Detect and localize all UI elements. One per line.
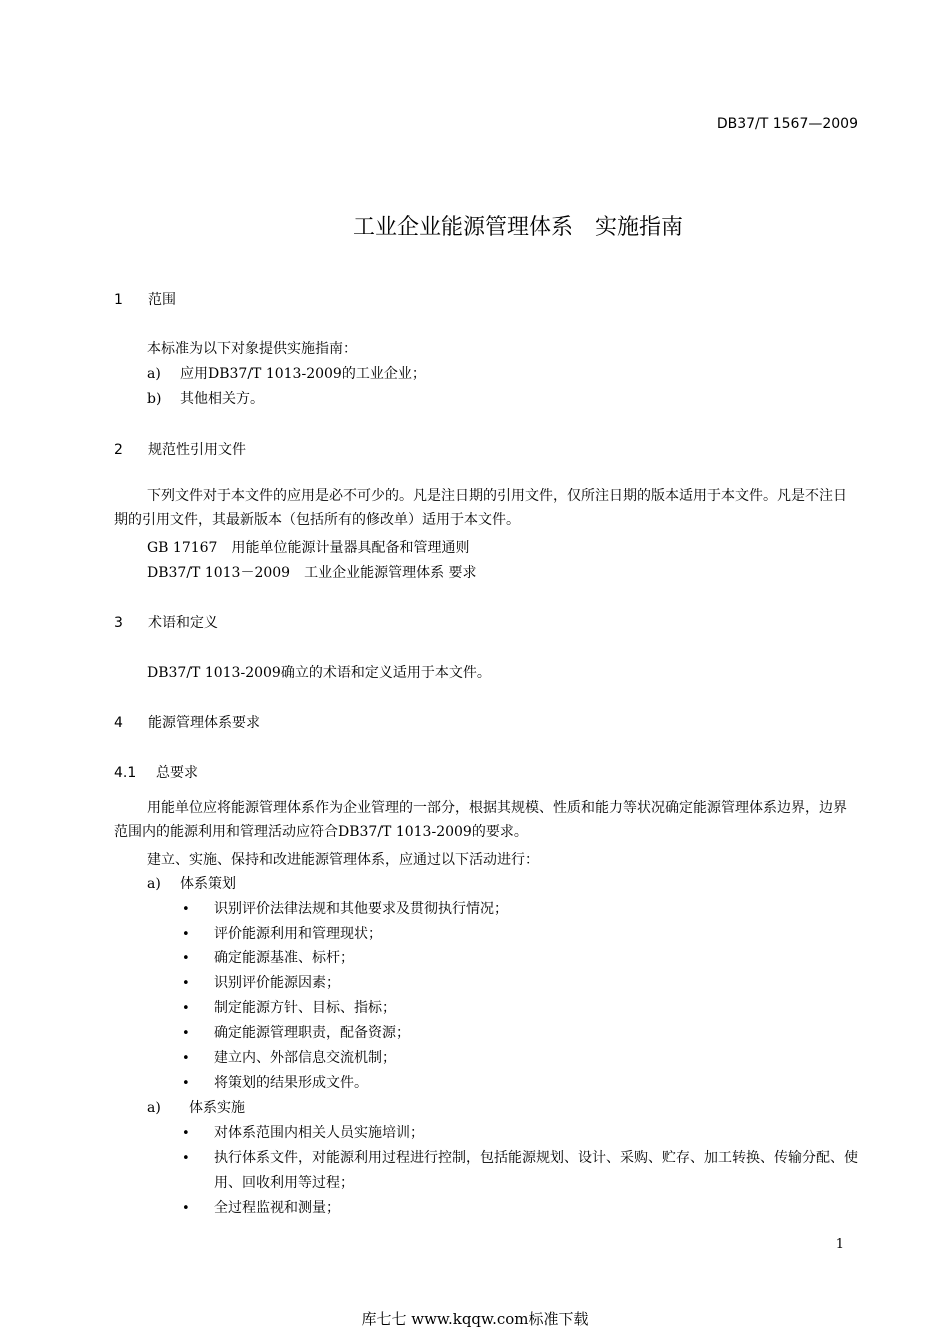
bullet-icon: • bbox=[182, 1026, 190, 1041]
bullet-text: 制定能源方针、目标、指标； bbox=[214, 1000, 396, 1016]
terms-paragraph: DB37/T 1013-2009确立的术语和定义适用于本文件。 bbox=[147, 665, 491, 681]
plan-bullet bbox=[182, 997, 396, 1017]
bullet-text: 全过程监视和测量； bbox=[214, 1200, 340, 1216]
normative-refs-paragraph: 下列文件对于本文件的应用是必不可少的。凡是注日期的引用文件，仅所注日期的版本适用于本文件。凡是不注日期的引用文件，其最新版本（包括所有的修改单）适用于本文件。 bbox=[114, 488, 847, 528]
bullet-text: 评价能源利用和管理现状； bbox=[214, 926, 382, 942]
item-label: a) bbox=[147, 876, 161, 892]
plan-bullet bbox=[182, 947, 354, 967]
bullet-icon: • bbox=[182, 951, 190, 966]
reference-db37t1013: DB37/T 1013－2009 工业企业能源管理体系 要求 bbox=[147, 565, 477, 581]
bullet-text: 执行体系文件，对能源利用过程进行控制，包括能源规划、设计、采购、贮存、加工转换、传输分配、使用、回收利用等过程； bbox=[214, 1150, 858, 1191]
section-number: 3 bbox=[114, 615, 123, 631]
item-label: a) bbox=[147, 366, 161, 382]
subsection-number: 4.1 bbox=[114, 765, 137, 781]
impl-bullet bbox=[182, 1197, 340, 1217]
bullet-text: 将策划的结果形成文件。 bbox=[214, 1075, 368, 1091]
general-requirements-paragraph: 用能单位应将能源管理体系作为企业管理的一部分，根据其规模、性质和能力等状况确定能源管理体系边界，边界范围内的能源利用和管理活动应符合DB37/T 1013-2009的要求。 bbox=[114, 800, 847, 840]
bullet-icon: • bbox=[182, 927, 190, 942]
bullet-text: 确定能源基准、标杆； bbox=[214, 950, 354, 966]
impl-bullet bbox=[182, 1146, 860, 1196]
plan-bullet bbox=[182, 1072, 368, 1092]
section-4-heading bbox=[114, 712, 260, 732]
section-title: 规范性引用文件 bbox=[148, 442, 246, 458]
scope-item-b bbox=[147, 388, 264, 408]
bullet-icon: • bbox=[182, 1051, 190, 1066]
bullet-text: 识别评价能源因素； bbox=[214, 975, 340, 991]
section-3-heading bbox=[114, 612, 218, 632]
activities-intro: 建立、实施、保持和改进能源管理体系，应通过以下活动进行： bbox=[147, 852, 539, 868]
plan-bullet bbox=[182, 1047, 396, 1067]
bullet-icon: • bbox=[182, 1151, 190, 1166]
impl-bullet bbox=[182, 1122, 424, 1142]
bullet-text: 建立内、外部信息交流机制； bbox=[214, 1050, 396, 1066]
document-title: 工业企业能源管理体系 实施指南 bbox=[352, 215, 683, 240]
section-number: 1 bbox=[114, 292, 123, 308]
scope-intro: 本标准为以下对象提供实施指南： bbox=[147, 341, 357, 357]
document-code: DB37/T 1567—2009 bbox=[716, 116, 858, 132]
bullet-text: 确定能源管理职责，配备资源； bbox=[214, 1025, 410, 1041]
bullet-icon: • bbox=[182, 976, 190, 991]
subsection-title: 总要求 bbox=[156, 765, 198, 781]
plan-bullet bbox=[182, 898, 508, 918]
section-number: 4 bbox=[114, 715, 123, 731]
footer-watermark: 库七七 www.kqqw.com标准下载 bbox=[361, 1310, 589, 1328]
plan-bullet bbox=[182, 972, 340, 992]
subsection-4-1-heading bbox=[114, 762, 198, 782]
item-text: 其他相关方。 bbox=[180, 391, 264, 407]
plan-bullet bbox=[182, 1022, 410, 1042]
bullet-icon: • bbox=[182, 1126, 190, 1141]
plan-item bbox=[147, 873, 236, 893]
bullet-icon: • bbox=[182, 1201, 190, 1216]
item-text: 体系实施 bbox=[189, 1100, 245, 1116]
item-text: 体系策划 bbox=[180, 876, 236, 892]
item-text: 应用DB37/T 1013-2009的工业企业； bbox=[180, 366, 426, 382]
scope-item-a bbox=[147, 363, 426, 383]
reference-gb17167: GB 17167 用能单位能源计量器具配备和管理通则 bbox=[147, 540, 470, 556]
bullet-icon: • bbox=[182, 1076, 190, 1091]
implementation-item bbox=[147, 1097, 245, 1117]
item-label: b) bbox=[147, 391, 162, 407]
plan-bullet bbox=[182, 923, 382, 943]
section-title: 范围 bbox=[148, 292, 176, 308]
section-2-heading bbox=[114, 439, 246, 459]
bullet-icon: • bbox=[182, 1001, 190, 1016]
bullet-text: 对体系范围内相关人员实施培训； bbox=[214, 1125, 424, 1141]
section-title: 术语和定义 bbox=[148, 615, 218, 631]
item-label: a) bbox=[147, 1100, 161, 1116]
section-title: 能源管理体系要求 bbox=[148, 715, 260, 731]
section-number: 2 bbox=[114, 442, 123, 458]
bullet-text: 识别评价法律法规和其他要求及贯彻执行情况； bbox=[214, 901, 508, 917]
bullet-icon: • bbox=[182, 902, 190, 917]
section-1-heading bbox=[114, 289, 176, 309]
page-number: 1 bbox=[835, 1237, 844, 1252]
